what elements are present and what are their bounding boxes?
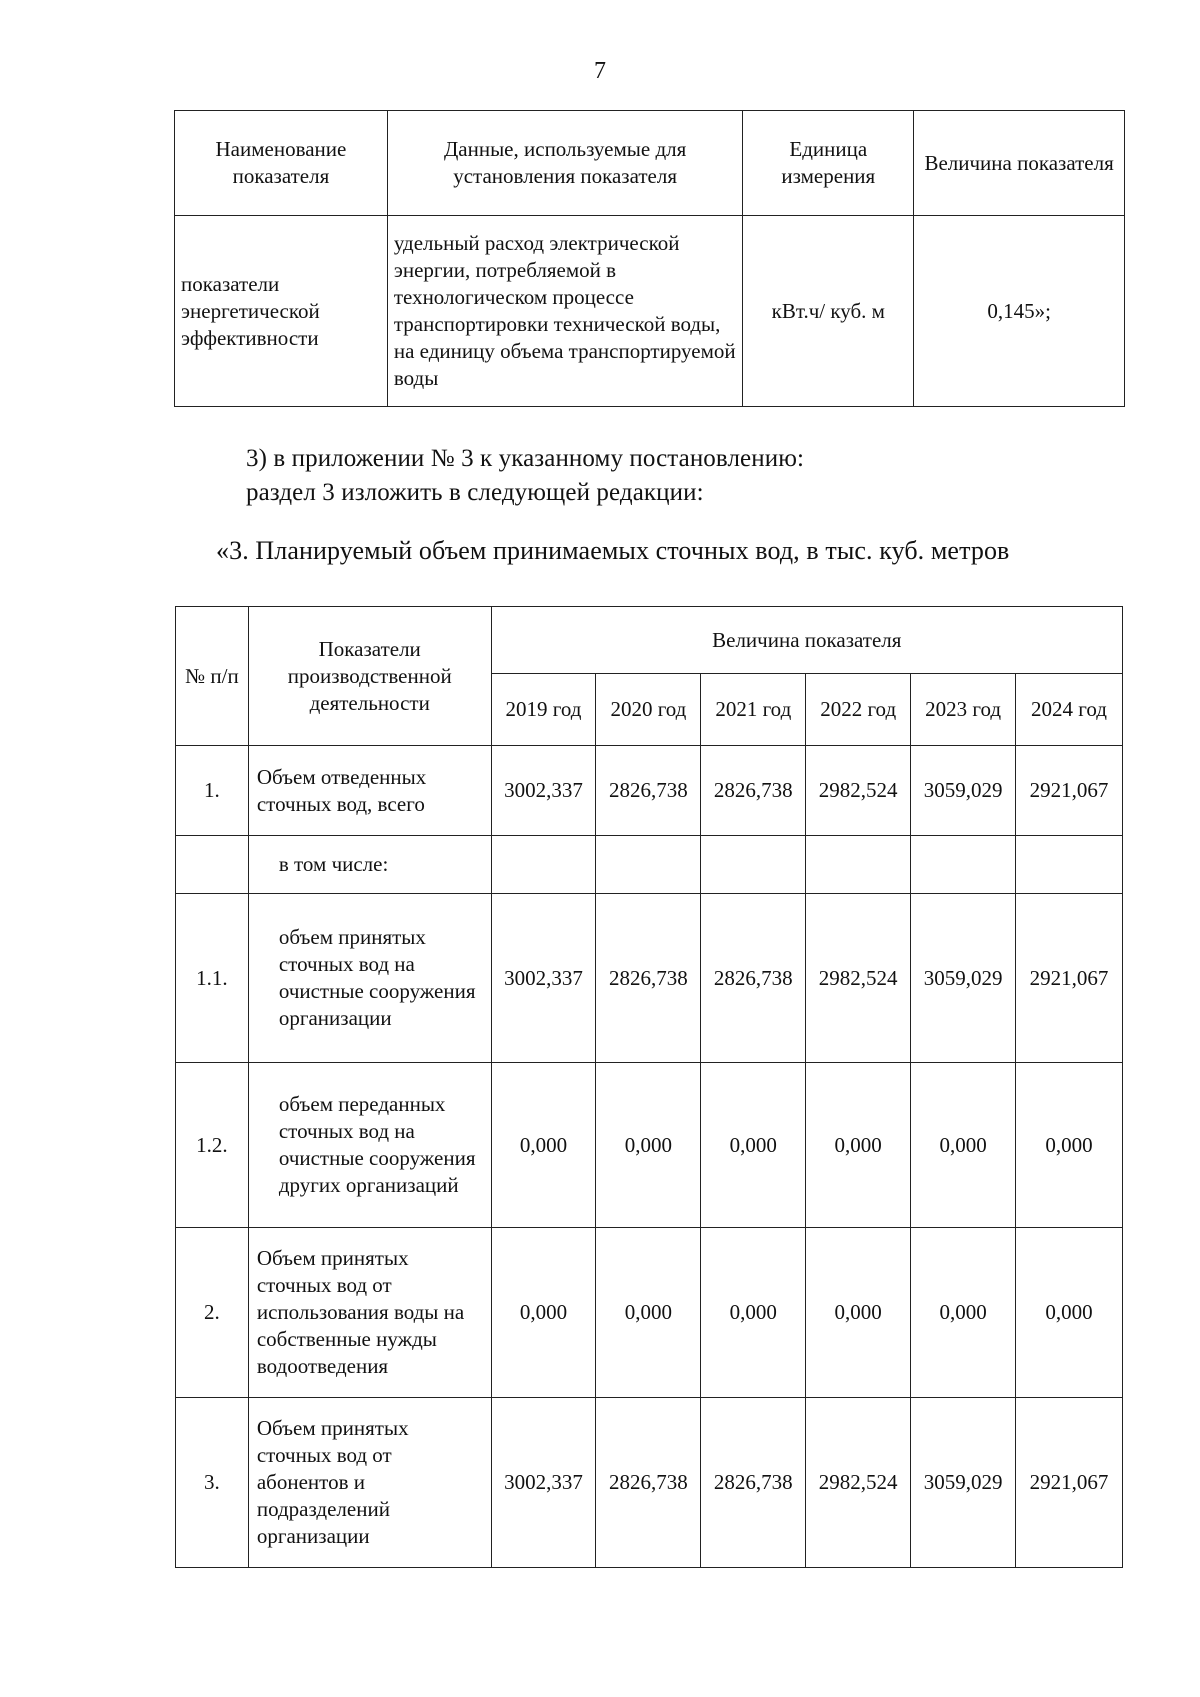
cell-value: 0,000 xyxy=(806,1228,911,1398)
header-source-data: Данные, используемые для установления показателя xyxy=(387,111,743,216)
indicator-table-header xyxy=(175,111,1125,216)
cell-value: 2826,738 xyxy=(596,1398,701,1568)
row-number: 1.2. xyxy=(176,1063,249,1228)
cell-value xyxy=(701,836,806,894)
table-row xyxy=(176,1398,1123,1568)
cell-value: 0,000 xyxy=(596,1228,701,1398)
cell-value: 0,000 xyxy=(911,1228,1016,1398)
cell-value: 3059,029 xyxy=(911,894,1016,1063)
row-number xyxy=(176,836,249,894)
cell-value: 0,000 xyxy=(701,1228,806,1398)
table-header-row xyxy=(176,607,1123,674)
indicator-source-data: удельный расход электрической энергии, потребляемой в технологическом процессе транспортировки технической воды, на единицу объема транспортируемой воды xyxy=(387,216,743,407)
row-label: в том числе: xyxy=(248,836,491,894)
cell-value: 3002,337 xyxy=(491,746,596,836)
row-label: объем принятых сточных вод на очистные сооружения организации xyxy=(248,894,491,1063)
row-number: 2. xyxy=(176,1228,249,1398)
cell-value xyxy=(596,836,701,894)
year-header: 2019 год xyxy=(491,674,596,746)
cell-value: 2921,067 xyxy=(1016,746,1123,836)
header-unit: Единица измерения xyxy=(743,111,914,216)
table-row xyxy=(176,1228,1123,1398)
table-row xyxy=(176,1063,1123,1228)
indicator-value: 0,145»; xyxy=(914,216,1125,407)
indicator-table xyxy=(174,110,1125,407)
wastewater-volume-table xyxy=(175,606,1123,1568)
cell-value: 0,000 xyxy=(596,1063,701,1228)
header-indicator: Показатели производственной деятельности xyxy=(248,607,491,746)
cell-value xyxy=(1016,836,1123,894)
cell-value: 0,000 xyxy=(1016,1063,1123,1228)
year-header: 2022 год xyxy=(806,674,911,746)
paragraph-section: раздел 3 изложить в следующей редакции: xyxy=(246,479,704,506)
cell-value: 2921,067 xyxy=(1016,1398,1123,1568)
header-indicator-name: Наименование показателя xyxy=(175,111,388,216)
year-header: 2023 год xyxy=(911,674,1016,746)
cell-value: 0,000 xyxy=(806,1063,911,1228)
cell-value: 0,000 xyxy=(491,1063,596,1228)
table-row xyxy=(176,836,1123,894)
table-row xyxy=(176,894,1123,1063)
cell-value xyxy=(491,836,596,894)
cell-value: 2826,738 xyxy=(701,894,806,1063)
header-row-number: № п/п xyxy=(176,607,249,746)
row-number: 3. xyxy=(176,1398,249,1568)
row-number: 1.1. xyxy=(176,894,249,1063)
indicator-table-row xyxy=(175,216,1125,407)
cell-value: 2921,067 xyxy=(1016,894,1123,1063)
cell-value: 0,000 xyxy=(1016,1228,1123,1398)
year-header: 2020 год xyxy=(596,674,701,746)
cell-value: 2826,738 xyxy=(701,1398,806,1568)
cell-value: 3002,337 xyxy=(491,894,596,1063)
year-header: 2024 год xyxy=(1016,674,1123,746)
header-value: Величина показателя xyxy=(491,607,1122,674)
cell-value: 2826,738 xyxy=(701,746,806,836)
row-label: Объем принятых сточных вод от использования воды на собственные нужды водоотведения xyxy=(248,1228,491,1398)
paragraph-appendix: 3) в приложении № 3 к указанному постановлению: xyxy=(246,445,805,472)
indicator-unit: кВт.ч/ куб. м xyxy=(743,216,914,407)
cell-value xyxy=(806,836,911,894)
header-value: Величина показателя xyxy=(914,111,1125,216)
section-heading: «3. Планируемый объем принимаемых сточных вод, в тыс. куб. метров xyxy=(216,536,1010,565)
cell-value: 2982,524 xyxy=(806,894,911,1063)
cell-value: 2826,738 xyxy=(596,746,701,836)
cell-value: 0,000 xyxy=(491,1228,596,1398)
cell-value: 0,000 xyxy=(701,1063,806,1228)
cell-value: 3059,029 xyxy=(911,746,1016,836)
row-number: 1. xyxy=(176,746,249,836)
year-header: 2021 год xyxy=(701,674,806,746)
row-label: Объем отведенных сточных вод, всего xyxy=(248,746,491,836)
cell-value: 2982,524 xyxy=(806,746,911,836)
row-label: объем переданных сточных вод на очистные сооружения других организаций xyxy=(248,1063,491,1228)
cell-value: 2982,524 xyxy=(806,1398,911,1568)
cell-value xyxy=(911,836,1016,894)
table-row xyxy=(176,746,1123,836)
cell-value: 0,000 xyxy=(911,1063,1016,1228)
page-number: 7 xyxy=(594,58,606,84)
cell-value: 3002,337 xyxy=(491,1398,596,1568)
cell-value: 3059,029 xyxy=(911,1398,1016,1568)
indicator-name: показатели энергетической эффективности xyxy=(175,216,388,407)
cell-value: 2826,738 xyxy=(596,894,701,1063)
row-label: Объем принятых сточных вод от абонентов и подразделений организации xyxy=(248,1398,491,1568)
